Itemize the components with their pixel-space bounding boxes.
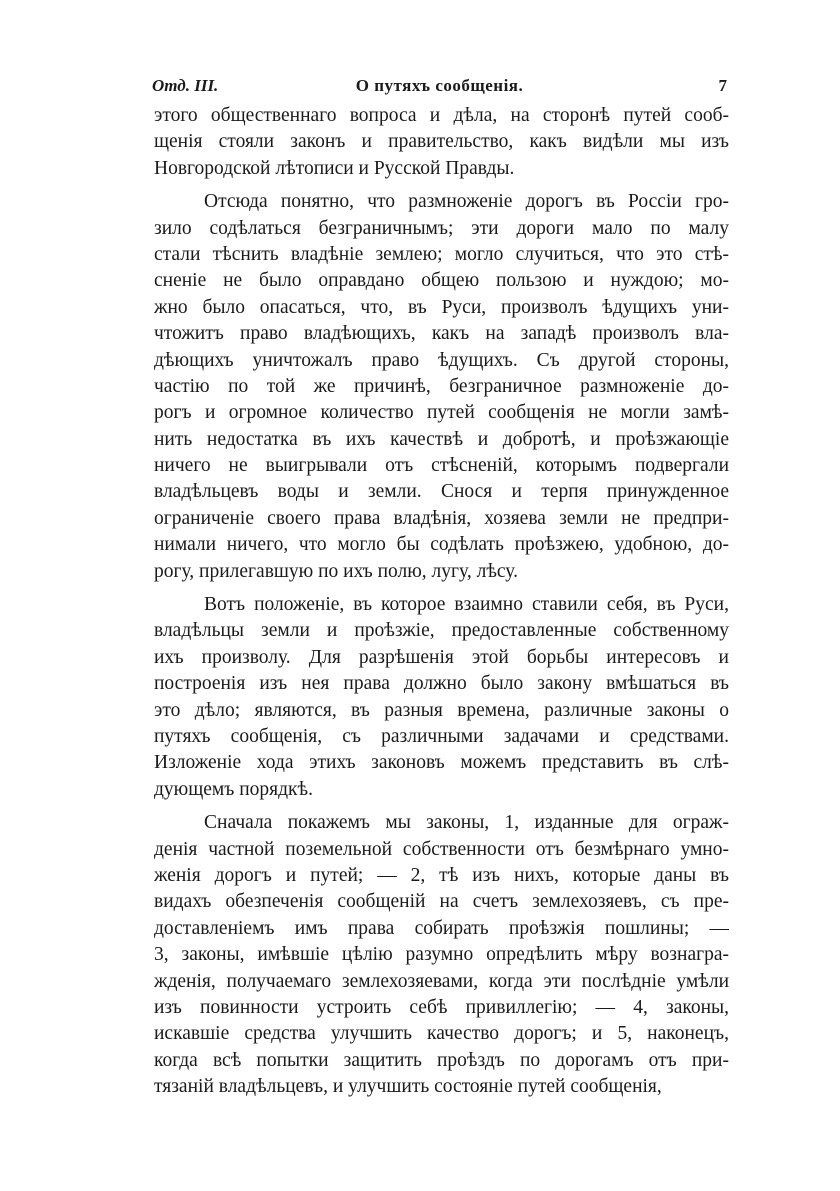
text-line: денія частной поземельной собственности отъ безмѣрнаго умно- [154,838,729,860]
text-line: видахъ обезпеченія сообщеній на счетъ землехозяевъ, съ пре- [154,891,729,913]
text-line: 3, законы, имѣвшіе цѣлію разумно опредѣлить мѣру вознагра- [154,944,729,966]
paragraph [154,592,729,803]
text-line: этого общественнаго вопроса и дѣла, на сторонѣ путей сооб- [154,105,729,126]
text-line: ихъ произволу. Для разрѣшенія этой борьбы интересовъ и [154,646,729,668]
text-line: владѣльцы земли и проѣзжіе, предоставленные собственному [154,620,729,642]
section-label: Отд. III. [152,76,219,95]
text-line: стали тѣснить владѣніе землею; могло случиться, что это стѣ- [154,243,729,265]
text-line: это дѣло; являются, въ разныя времена, различные законы о [154,699,729,721]
running-title: О путяхъ сообщенія. [355,76,524,95]
text-line: щенія стояли законъ и правительство, какъ видѣли мы изъ [154,131,729,153]
text-line: чтожитъ право владѣющихъ, какъ на западѣ произволъ вла- [154,323,729,345]
text-line: ограниченіе своего права владѣнія, хозяева земли не предпри- [154,507,729,529]
text-line: Отсюда понятно, что размноженіе дорогъ въ Россіи гро- [204,191,729,213]
text-line: Новгородской лѣтописи и Русской Правды. [154,157,515,179]
text-line: искавшіе средства улучшить качество дорогъ; и 5, наконецъ, [154,1023,729,1045]
body-text [154,103,729,1100]
text-line: путяхъ сообщенія, съ различными задачами и средствами. [154,725,729,747]
text-line: Изложеніе хода этихъ законовъ можемъ представить въ слѣ- [154,752,729,774]
text-line: доставленіемъ имъ права собирать проѣзжія пошлины; — [154,917,729,939]
text-line: нить недостатка въ ихъ качествѣ и добротѣ, и проѣзжающіе [154,428,729,450]
text-line: дѣющихъ уничтожалъ право ѣдущихъ. Съ другой стороны, [154,349,729,371]
running-head [152,76,727,98]
text-line: изъ повинности устроить себѣ привиллегію; — 4, законы, [154,996,729,1018]
paragraph [154,189,729,585]
text-line: Вотъ положеніе, въ которое взаимно ставили себя, въ Руси, [204,594,729,616]
text-line: рогъ и огромное количество путей сообщенія не могли замѣ- [154,402,729,424]
text-line: когда всѣ попытки защитить проѣздъ по дорогамъ отъ при- [154,1049,729,1071]
text-line: Сначала покажемъ мы законы, 1, изданные для ограж- [204,812,729,834]
text-line: построенія изъ нея права должно было закону вмѣшаться въ [154,673,729,695]
text-line: женія дорогъ и путей; — 2, тѣ изъ нихъ, которые даны въ [154,864,729,886]
text-line: сненіе не было оправдано общею пользою и нуждою; мо- [154,270,729,292]
text-line: зило содѣлаться безграничнымъ; эти дороги мало по малу [154,217,729,239]
text-line: тязаній владѣльцевъ, и улучшить состояніе путей сообщенія, [154,1076,662,1098]
text-line: нимали ничего, что могло бы содѣлать проѣзжею, удобною, до- [154,534,729,556]
text-line: жно было опасаться, что, въ Руси, произволъ ѣдущихъ уни- [154,296,729,318]
text-line: частію по той же причинѣ, безграничное размноженіе до- [154,375,729,397]
text-line: ничего не выигрывали отъ стѣсненій, которымъ подвергали [154,455,729,477]
text-line: жденія, получаемаго землехозяевами, когда эти послѣдніе умѣли [154,970,729,992]
page-number: 7 [718,76,727,95]
text-line: владѣльцевъ воды и земли. Снося и терпя принужденное [154,481,729,503]
paragraph [154,103,729,182]
paragraph [154,810,729,1100]
text-line: дующемъ порядкѣ. [154,778,313,800]
text-line: рогу, прилегавшую по ихъ полю, лугу, лѣсу. [154,560,518,582]
